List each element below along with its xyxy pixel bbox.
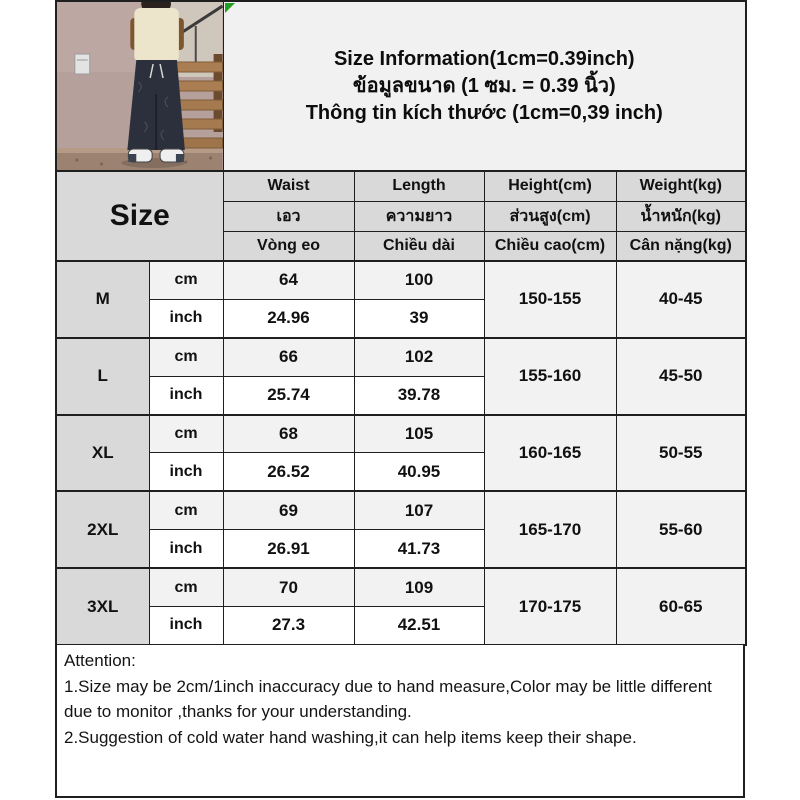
length-cm-value: 105 — [354, 415, 484, 453]
col-header-waist-th: เอว — [223, 201, 354, 231]
unit-inch-label: inch — [149, 607, 223, 645]
length-inch-value: 40.95 — [354, 453, 484, 491]
waist-inch-value: 24.96 — [223, 299, 354, 337]
col-header-height-th: ส่วนสูง(cm) — [484, 201, 616, 231]
waist-cm-value: 70 — [223, 568, 354, 606]
unit-cm-label: cm — [149, 491, 223, 529]
col-header-waist-vi: Vòng eo — [223, 231, 354, 261]
length-inch-value: 39.78 — [354, 376, 484, 414]
table-row — [56, 338, 746, 376]
attention-notes — [55, 644, 745, 798]
waist-cm-value: 68 — [223, 415, 354, 453]
green-corner-marker-icon — [225, 3, 235, 13]
unit-cm-label: cm — [149, 568, 223, 606]
size-corner-header: Size — [56, 171, 223, 261]
waist-inch-value: 27.3 — [223, 607, 354, 645]
length-cm-value: 109 — [354, 568, 484, 606]
size-label-3xl: 3XL — [56, 568, 149, 645]
model-photo-illustration — [57, 2, 223, 170]
size-label-m: M — [56, 261, 149, 338]
unit-cm-label: cm — [149, 338, 223, 376]
attention-heading: Attention: — [64, 651, 136, 670]
header-row-english — [56, 171, 746, 201]
weight-range-value: 60-65 — [616, 568, 746, 645]
unit-cm-label: cm — [149, 415, 223, 453]
title-thai: ข้อมูลขนาด (1 ซม. = 0.39 นิ้ว) — [352, 74, 616, 97]
height-range-value: 160-165 — [484, 415, 616, 492]
col-header-length-th: ความยาว — [354, 201, 484, 231]
top-row — [56, 1, 746, 171]
attention-note-1: 1.Size may be 2cm/1inch inaccuracy due to hand measure,Color may be little different due to monitor ,thanks for your understanding. — [64, 676, 712, 721]
waist-cm-value: 64 — [223, 261, 354, 299]
height-range-value: 150-155 — [484, 261, 616, 338]
weight-range-value: 50-55 — [616, 415, 746, 492]
size-label-xl: XL — [56, 415, 149, 492]
length-inch-value: 39 — [354, 299, 484, 337]
height-range-value: 170-175 — [484, 568, 616, 645]
waist-cm-value: 66 — [223, 338, 354, 376]
table-row — [56, 261, 746, 299]
waist-cm-value: 69 — [223, 491, 354, 529]
title-english: Size Information(1cm=0.39inch) — [333, 47, 635, 70]
title-cell — [223, 1, 746, 171]
waist-inch-value: 25.74 — [223, 376, 354, 414]
height-range-value: 155-160 — [484, 338, 616, 415]
size-label-l: L — [56, 338, 149, 415]
length-cm-value: 107 — [354, 491, 484, 529]
table-row — [56, 568, 746, 606]
unit-inch-label: inch — [149, 453, 223, 491]
waist-inch-value: 26.91 — [223, 530, 354, 568]
weight-range-value: 55-60 — [616, 491, 746, 568]
unit-cm-label: cm — [149, 261, 223, 299]
unit-inch-label: inch — [149, 376, 223, 414]
col-header-weight-vi: Cân nặng(kg) — [616, 231, 746, 261]
size-label-2xl: 2XL — [56, 491, 149, 568]
unit-inch-label: inch — [149, 299, 223, 337]
col-header-height: Height(cm) — [484, 171, 616, 201]
length-inch-value: 41.73 — [354, 530, 484, 568]
col-header-weight: Weight(kg) — [616, 171, 746, 201]
attention-note-2: 2.Suggestion of cold water hand washing,it can help items keep their shape. — [64, 727, 637, 747]
length-cm-value: 100 — [354, 261, 484, 299]
table-row — [56, 491, 746, 529]
length-inch-value: 42.51 — [354, 607, 484, 645]
title-vietnamese: Thông tin kích thước (1cm=0,39 inch) — [305, 101, 663, 124]
unit-inch-label: inch — [149, 530, 223, 568]
col-header-length-vi: Chiều dài — [354, 231, 484, 261]
size-table — [55, 0, 747, 646]
length-cm-value: 102 — [354, 338, 484, 376]
col-header-waist: Waist — [223, 171, 354, 201]
weight-range-value: 40-45 — [616, 261, 746, 338]
col-header-weight-th: น้ำหนัก(kg) — [616, 201, 746, 231]
weight-range-value: 45-50 — [616, 338, 746, 415]
product-photo — [56, 1, 223, 171]
height-range-value: 165-170 — [484, 491, 616, 568]
waist-inch-value: 26.52 — [223, 453, 354, 491]
col-header-height-vi: Chiều cao(cm) — [484, 231, 616, 261]
table-row — [56, 415, 746, 453]
col-header-length: Length — [354, 171, 484, 201]
